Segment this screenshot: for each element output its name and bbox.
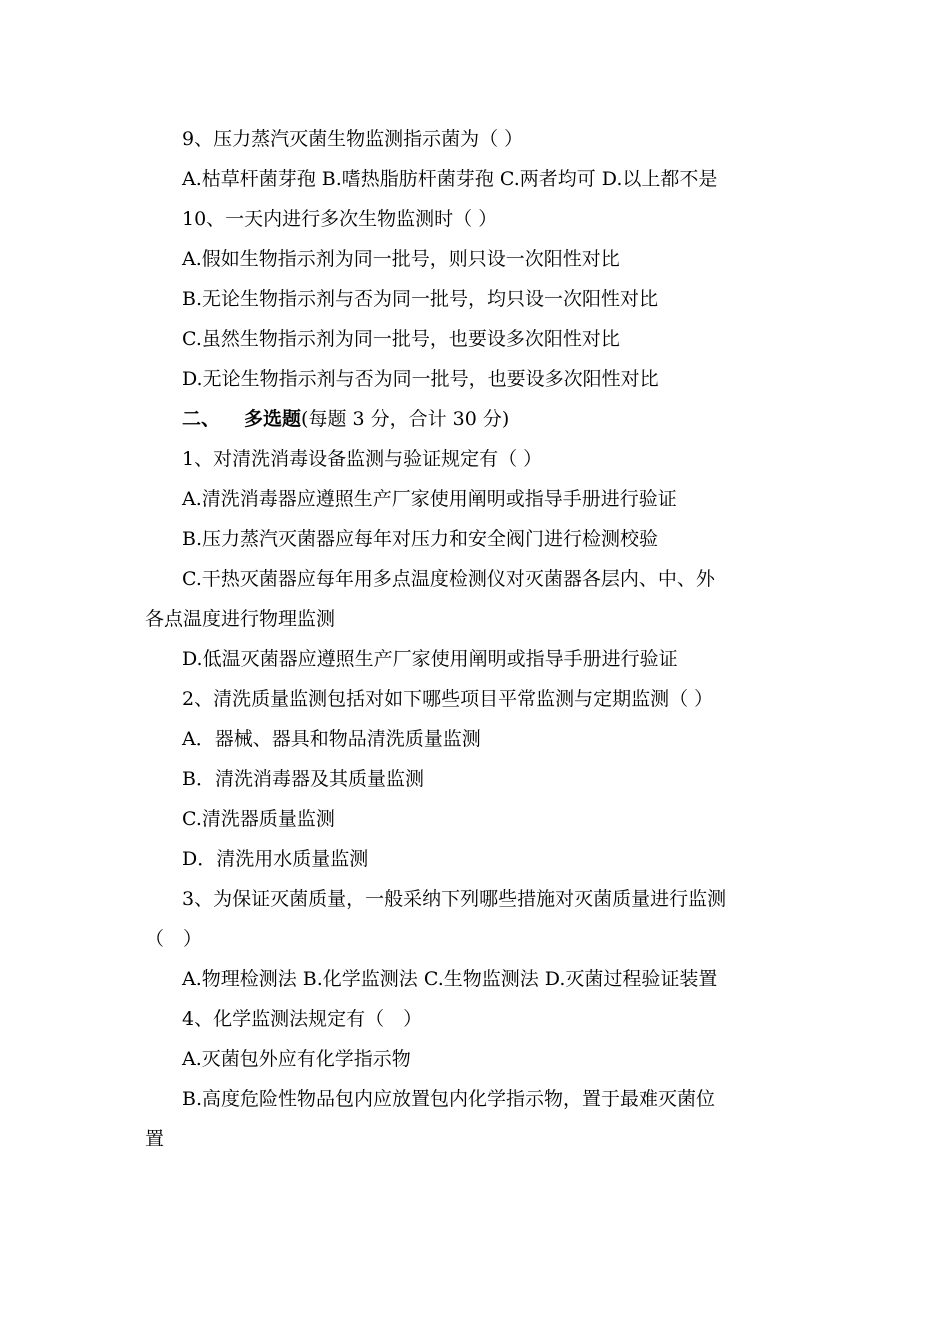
- section-heading: [145, 399, 805, 439]
- mc-question-3: 3、为保证灭菌质量，一般采纳下列哪些措施对灭菌质量进行监测: [182, 888, 727, 910]
- mc-question-3-options: A.物理检测法 B.化学监测法 C.生物监测法 D.灭菌过程验证装置: [182, 968, 718, 990]
- question-10: 10、一天内进行多次生物监测时（ ）: [182, 208, 498, 230]
- mc-question-4: 4、化学监测法规定有（ ）: [182, 1008, 423, 1030]
- section-title: 多选题: [244, 408, 302, 430]
- question-10-option-a: A.假如生物指示剂为同一批号，则只设一次阳性对比: [182, 248, 620, 270]
- question-10-option-d: D.无论生物指示剂与否为同一批号，也要设多次阳性对比: [182, 368, 659, 390]
- mc-question-1-option-c-continued: 各点温度进行物理监测: [145, 608, 336, 630]
- mc-question-2-option-d: D．清洗用水质量监测: [182, 848, 369, 870]
- mc-question-1-option-b: B.压力蒸汽灭菌器应每年对压力和安全阀门进行检测校验: [182, 528, 659, 550]
- question-9: 9、压力蒸汽灭菌生物监测指示菌为（ ）: [182, 128, 524, 150]
- mc-question-4-option-b: B.高度危险性物品包内应放置包内化学指示物，置于最难灭菌位: [182, 1088, 716, 1110]
- question-10-option-c: C.虽然生物指示剂为同一批号，也要设多次阳性对比: [182, 328, 620, 350]
- question-10-option-b: B.无论生物指示剂与否为同一批号，均只设一次阳性对比: [182, 288, 659, 310]
- section-number: 二、: [182, 408, 221, 430]
- mc-question-2: 2、清洗质量监测包括对如下哪些项目平常监测与定期监测（ ）: [182, 688, 714, 710]
- question-9-options: A.枯草杆菌芽孢 B.嗜热脂肪杆菌芽孢 C.两者均可 D.以上都不是: [182, 168, 718, 190]
- mc-question-1: 1、对清洗消毒设备监测与验证规定有（ ）: [182, 448, 543, 470]
- mc-question-2-option-b: B．清洗消毒器及其质量监测: [182, 768, 424, 790]
- mc-question-1-option-d: D.低温灭菌器应遵照生产厂家使用阐明或指导手册进行验证: [182, 648, 678, 670]
- mc-question-1-option-a: A.清洗消毒器应遵照生产厂家使用阐明或指导手册进行验证: [182, 488, 677, 510]
- mc-question-2-option-c: C.清洗器质量监测: [182, 808, 335, 830]
- document-body: [145, 119, 805, 1159]
- mc-question-4-option-a: A.灭菌包外应有化学指示物: [182, 1048, 411, 1070]
- mc-question-3-continued: （ ）: [145, 928, 203, 950]
- mc-question-1-option-c: C.干热灭菌器应每年用多点温度检测仪对灭菌器各层内、中、外: [182, 568, 715, 590]
- mc-question-2-option-a: A．器械、器具和物品清洗质量监测: [182, 728, 481, 750]
- section-note: (每题 3 分，合计 30 分): [301, 408, 510, 430]
- mc-question-4-option-b-continued: 置: [145, 1128, 165, 1150]
